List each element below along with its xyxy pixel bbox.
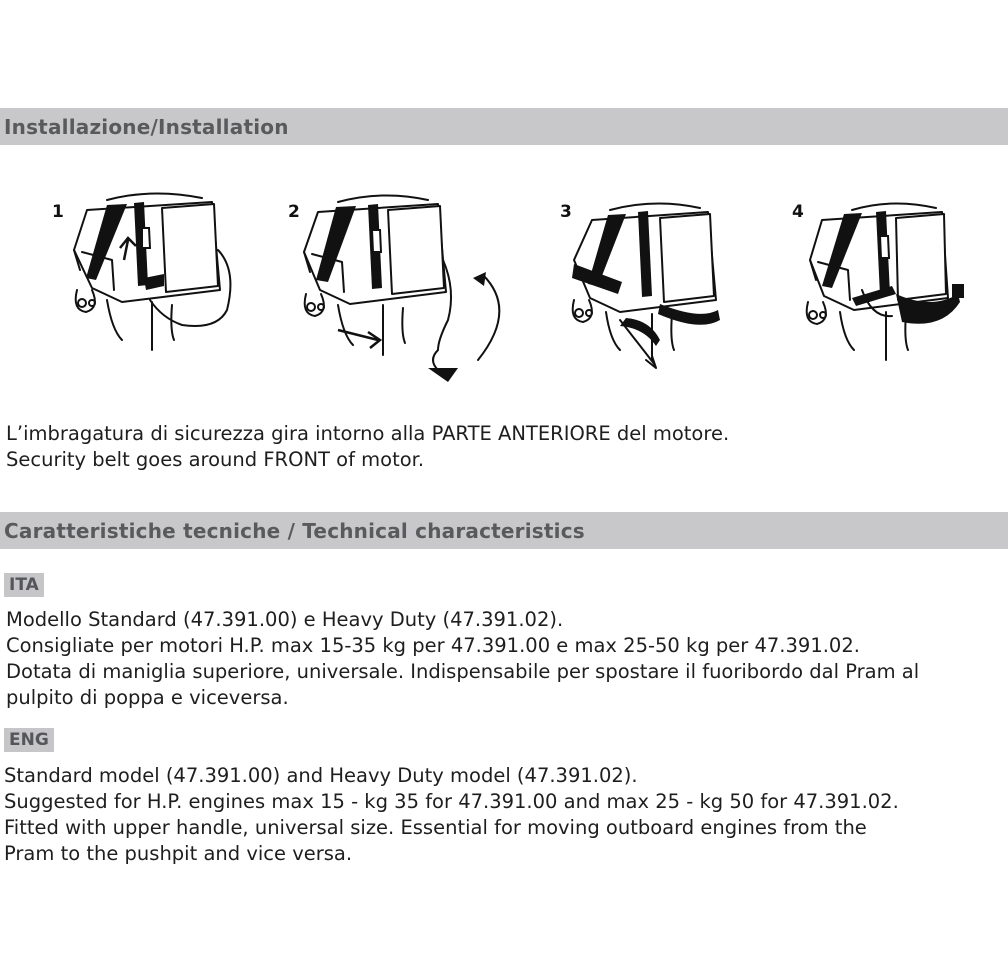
eng-language-tag: ENG bbox=[4, 728, 54, 752]
technical-section-header bbox=[0, 512, 1008, 549]
installation-step-2-figure bbox=[288, 190, 508, 390]
ita-paragraph-line: pulpito di poppa e viceversa. bbox=[6, 686, 289, 709]
installation-step-1-figure bbox=[52, 190, 272, 390]
installation-step-4-figure bbox=[792, 190, 1008, 390]
installation-section-header bbox=[0, 108, 1008, 145]
step-number: 4 bbox=[792, 202, 804, 222]
eng-paragraph-line: Standard model (47.391.00) and Heavy Duty model (47.391.02). bbox=[4, 764, 638, 787]
installation-note-english: Security belt goes around FRONT of motor. bbox=[6, 448, 425, 471]
installation-step-3-figure bbox=[560, 190, 780, 390]
installation-section-title: Installazione/Installation bbox=[4, 115, 289, 139]
ita-language-tag: ITA bbox=[4, 573, 44, 597]
motor-harness-illustration-3 bbox=[560, 190, 780, 390]
eng-paragraph-line: Pram to the pushpit and vice versa. bbox=[4, 842, 353, 865]
step-number: 1 bbox=[52, 202, 64, 222]
motor-harness-illustration-1 bbox=[52, 190, 272, 390]
technical-section-title: Caratteristiche tecniche / Technical characteristics bbox=[4, 519, 585, 543]
ita-paragraph-line: Dotata di maniglia superiore, universale. Indispensabile per spostare il fuoribordo dal Pram al bbox=[6, 660, 920, 683]
eng-paragraph-line: Fitted with upper handle, universal size. Essential for moving outboard engines from the bbox=[4, 816, 867, 839]
step-number: 2 bbox=[288, 202, 300, 222]
step-number: 3 bbox=[560, 202, 572, 222]
ita-paragraph-line: Consigliate per motori H.P. max 15-35 kg per 47.391.00 e max 25-50 kg per 47.391.02. bbox=[6, 634, 860, 657]
ita-paragraph-line: Modello Standard (47.391.00) e Heavy Duty (47.391.02). bbox=[6, 608, 564, 631]
motor-harness-illustration-4 bbox=[792, 190, 1008, 390]
motor-harness-illustration-2 bbox=[288, 190, 508, 390]
installation-note-italian: L’imbragatura di sicurezza gira intorno alla PARTE ANTERIORE del motore. bbox=[6, 422, 730, 445]
eng-paragraph-line: Suggested for H.P. engines max 15 - kg 35 for 47.391.00 and max 25 - kg 50 for 47.391.02. bbox=[4, 790, 899, 813]
